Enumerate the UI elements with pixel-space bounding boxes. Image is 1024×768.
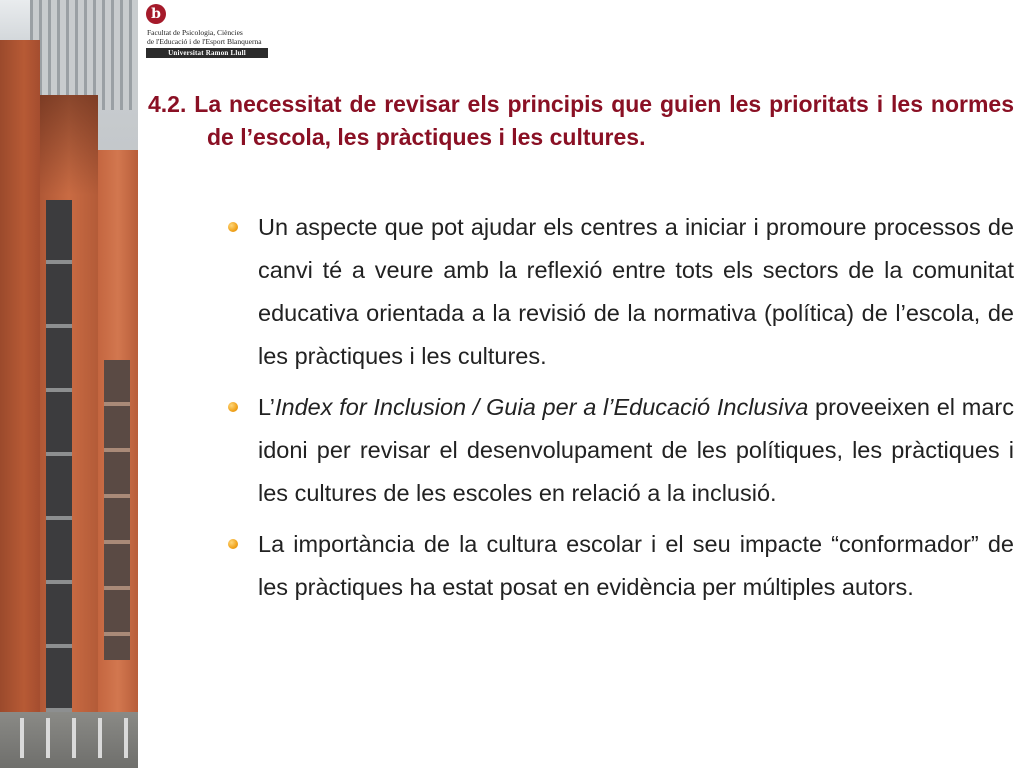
section-heading: 4.2. La necessitat de revisar els principis que guien les prioritats i les normes de l’escola, les pràctiques i les cultures.: [148, 91, 1014, 150]
blanquerna-logo-icon: b: [146, 4, 166, 24]
list-item: [228, 206, 1014, 378]
index-title: Index for Inclusion / Guia per a l’Educació Inclusiva: [275, 394, 809, 420]
orange-dot-bullet-icon: [228, 539, 238, 549]
list-item: [228, 523, 1014, 609]
orange-dot-bullet-icon: [228, 222, 238, 232]
bullet-text: La importància de la cultura escolar i el seu impacte “conformador” de les pràctiques ha estat posat en evidència per múltiples autors.: [258, 531, 1014, 600]
bullet-text: Un aspecte que pot ajudar els centres a iniciar i promoure processos de canvi té a veure amb la reflexió entre tots els sectors de la comunitat educativa orientada a la revisió de la normativa (política) de l’escola, de les pràctiques i les cultures.: [258, 214, 1014, 369]
logo-faculty-line-1: Facultat de Psicologia, Ciències: [147, 28, 243, 37]
logo-faculty-line-2: de l'Educació i de l'Esport Blanquerna: [147, 37, 262, 46]
list-item: [228, 386, 1014, 515]
logo-university-name: Universitat Ramon Llull: [146, 48, 268, 58]
orange-dot-bullet-icon: [228, 402, 238, 412]
bullet-text-prefix: L’: [258, 394, 275, 420]
building-photo: [0, 0, 138, 768]
bullet-list: [228, 206, 1014, 617]
bullet-text-suffix: proveeixen el marc idoni per revisar el desenvolupament de les polítiques, les pràctiques i les cultures de les escoles en relació a la inclusió.: [258, 394, 1014, 506]
bullet-text: [258, 386, 1014, 515]
faculty-logo: [146, 4, 278, 60]
